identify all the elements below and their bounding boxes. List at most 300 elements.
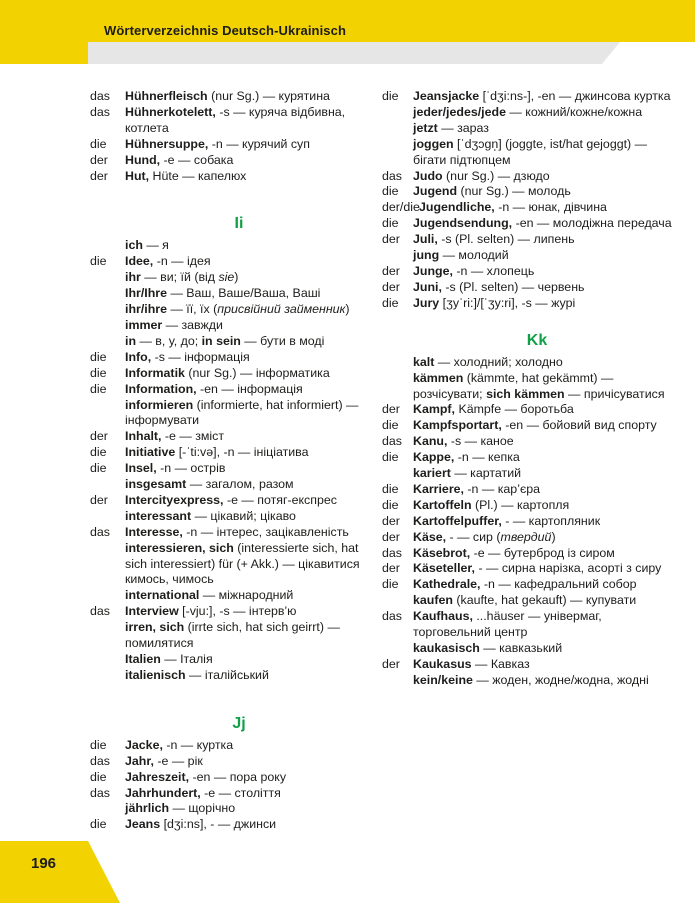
- definition: [413, 482, 672, 498]
- definition-text: (irrte sich, hat sich geirrt) — помилятися: [125, 620, 340, 651]
- article: die: [382, 577, 399, 592]
- headword: Inhalt,: [125, 429, 162, 444]
- dictionary-entry: [90, 398, 368, 430]
- definition-text: [-ˈti:və], -n — ініціатива: [175, 445, 309, 460]
- definition: [125, 366, 368, 382]
- article: das: [90, 785, 110, 800]
- definition: [125, 588, 368, 604]
- dictionary-entry: [382, 137, 672, 169]
- dictionary-entry: [382, 561, 672, 577]
- definition-text: -n — інтерес, зацікавленість: [182, 524, 349, 539]
- definition-text: -e — потяг-експрес: [223, 492, 337, 507]
- definition-text: (nur Sg.) — дзюдо: [442, 168, 550, 183]
- headword: international: [125, 588, 200, 603]
- definition: [125, 398, 368, 430]
- definition: [413, 418, 672, 434]
- definition: [125, 604, 368, 620]
- article: der: [382, 561, 400, 576]
- article: [382, 248, 413, 264]
- definition: [413, 371, 672, 403]
- headword: Jugendsendung,: [413, 216, 513, 231]
- section-j-right: [382, 89, 672, 312]
- headword: ihr: [125, 270, 141, 285]
- dictionary-entry: [382, 577, 672, 593]
- article: [90, 620, 125, 652]
- article: [382, 105, 413, 121]
- article: das: [382, 545, 402, 560]
- article: die: [90, 381, 107, 396]
- headword: Jeansjacke: [413, 89, 480, 103]
- dictionary-entry: [382, 121, 672, 137]
- definition: [125, 477, 368, 493]
- headword: Jugendliche,: [419, 200, 495, 215]
- headword: kein/keine: [413, 672, 473, 687]
- definition-text: Kämpfe — боротьба: [455, 402, 574, 417]
- dictionary-entry: [382, 673, 672, 689]
- definition: [125, 350, 368, 366]
- article: die: [382, 418, 399, 433]
- headword: Jahrhundert,: [125, 785, 201, 800]
- article: der: [382, 402, 400, 417]
- headword: jung: [413, 248, 440, 263]
- dictionary-entry: [90, 445, 368, 461]
- definition: [413, 434, 672, 450]
- definition-text: (nur Sg.) — інформатика: [184, 365, 330, 380]
- definition-text: -en — інформація: [196, 381, 303, 396]
- definition-text: — щорічно: [169, 801, 236, 816]
- definition-text: — в, у, до;: [136, 333, 202, 348]
- definition-text: -s (Pl. selten) — червень: [441, 279, 585, 294]
- definition-text: [ʒyˈri:]/[ˈʒy:ri], -s — журі: [439, 295, 576, 310]
- definition-text: (nur Sg.) — молодь: [457, 184, 571, 199]
- definition-text: — холодний; холодно: [434, 354, 563, 369]
- dictionary-entry: [90, 105, 368, 137]
- article: [90, 668, 125, 684]
- dictionary-entry: [382, 264, 672, 280]
- headword: kaukasisch: [413, 641, 480, 655]
- definition: [125, 137, 368, 153]
- dictionary-entry: [90, 509, 368, 525]
- definition: [125, 461, 368, 477]
- dictionary-entry: [90, 738, 368, 754]
- definition-text: (kaufte, hat gekauft) — купувати: [452, 593, 637, 608]
- dictionary-entry: [90, 89, 368, 105]
- definition-text: — картатий: [450, 466, 522, 481]
- definition-text: [dʒi:ns], - — джинси: [160, 817, 277, 832]
- dictionary-entry: [90, 366, 368, 382]
- definition-text: ): [551, 529, 556, 544]
- dictionary-entry: [382, 514, 672, 530]
- dictionary-entry: [382, 169, 672, 185]
- headword: sich kämmen: [486, 386, 565, 401]
- headword: interessant: [125, 508, 192, 523]
- definition-text: -s (Pl. selten) — липень: [437, 232, 575, 247]
- article: die: [90, 365, 107, 380]
- definition: [125, 493, 368, 509]
- article: der: [90, 168, 108, 183]
- headword: Hut,: [125, 168, 150, 183]
- definition-text: -e — бутерброд із сиром: [470, 545, 615, 560]
- definition: [413, 641, 672, 657]
- article: der: [382, 529, 400, 544]
- definition: [413, 657, 672, 673]
- article: [382, 121, 413, 137]
- definition: [125, 105, 368, 137]
- article: [90, 334, 125, 350]
- headword: Initiative: [125, 445, 176, 460]
- dictionary-entry: [382, 593, 672, 609]
- headword: immer: [125, 317, 163, 332]
- article: [90, 509, 125, 525]
- definition: [125, 318, 368, 334]
- definition: [125, 286, 368, 302]
- headword: Kanu,: [413, 434, 448, 449]
- definition-text: -e — століття: [200, 785, 281, 800]
- definition-text: — цікавий; цікаво: [191, 508, 296, 523]
- dictionary-entry: [382, 105, 672, 121]
- definition-text: — я: [142, 238, 169, 253]
- definition: [413, 466, 672, 482]
- definition-text: — Італія: [160, 652, 213, 666]
- definition-text: ): [345, 302, 350, 317]
- definition-text: (informierte, hat informiert) — інформувати: [125, 397, 359, 428]
- definition: [125, 429, 368, 445]
- article: [90, 270, 125, 286]
- headword: in sein: [201, 333, 241, 348]
- dictionary-entry: [382, 546, 672, 562]
- article: [90, 398, 125, 430]
- headword: kämmen: [413, 370, 464, 385]
- dictionary-entry: [90, 270, 368, 286]
- dictionary-entry: [90, 652, 368, 668]
- definition-text: -n — острів: [156, 461, 226, 476]
- definition: [413, 248, 672, 264]
- definition: [125, 620, 368, 652]
- definition: [125, 153, 368, 169]
- headword: insgesamt: [125, 477, 187, 492]
- page-number: 196: [31, 855, 57, 872]
- section-h-tail: [90, 89, 368, 184]
- headword: Hühnerkotelett,: [125, 104, 216, 119]
- definition-text: [ˈdʒɔɡn̩] (joggte, ist/hat gejoggt) — бігати підтюпцем: [413, 136, 648, 167]
- article: [90, 801, 125, 817]
- definition: [413, 609, 672, 641]
- definition: [413, 296, 672, 312]
- definition-text: ): [234, 270, 239, 285]
- dictionary-entry: [90, 153, 368, 169]
- page-corner-band: [0, 841, 120, 903]
- definition: [125, 668, 368, 684]
- headword: Jahreszeit,: [125, 769, 190, 784]
- definition-text: - — сир (: [446, 529, 501, 544]
- definition: [125, 817, 368, 833]
- definition: [413, 561, 672, 577]
- definition: [125, 270, 368, 286]
- dictionary-entry: [90, 350, 368, 366]
- definition: [413, 514, 672, 530]
- headword: Italien: [125, 652, 161, 666]
- dictionary-entry: [90, 334, 368, 350]
- headword: Intercityexpress,: [125, 492, 224, 507]
- headword: jeder/jedes/jede: [413, 104, 506, 119]
- headword: joggen: [413, 136, 454, 151]
- definition-text: — її, їх (: [167, 302, 218, 317]
- headword: Jugend: [413, 184, 458, 199]
- definition: [125, 445, 368, 461]
- dictionary-entry: [382, 200, 672, 216]
- dictionary-entry: [90, 493, 368, 509]
- definition-text: -n — хлопець: [452, 263, 535, 278]
- dictionary-entry: [90, 817, 368, 833]
- definition: [413, 530, 672, 546]
- dictionary-entry: [90, 137, 368, 153]
- definition: [413, 355, 672, 371]
- definition: [419, 200, 672, 216]
- article: der/die: [382, 200, 420, 215]
- article: der: [382, 263, 400, 278]
- definition: [125, 334, 368, 350]
- definition-text: - — картопляник: [501, 513, 601, 528]
- headword: Kampf,: [413, 402, 455, 417]
- dictionary-entry: [382, 498, 672, 514]
- definition-text: -n — кепка: [454, 450, 520, 465]
- definition: [413, 673, 672, 689]
- definition-text: -e — рік: [153, 753, 203, 768]
- headword: Kartoffeln: [413, 497, 472, 512]
- dictionary-entry: [382, 466, 672, 482]
- article: der: [382, 279, 400, 294]
- definition-text: -e — зміст: [161, 429, 225, 444]
- definition-text: - — сирна нарізка, асорті з сиру: [475, 561, 662, 576]
- headword: Jahr,: [125, 753, 154, 768]
- definition-text: — Ваш, Ваше/Ваша, Ваші: [167, 286, 321, 301]
- headword: kariert: [413, 466, 451, 481]
- definition: [413, 184, 672, 200]
- headword: Juni,: [413, 279, 442, 294]
- dictionary-entry: [382, 418, 672, 434]
- article: [382, 466, 413, 482]
- definition-text: -n — юнак, дівчина: [494, 200, 607, 215]
- definition-text: — кавказький: [479, 641, 563, 655]
- italic-note: твердий: [500, 529, 552, 544]
- definition-text: — бути в моді: [240, 333, 325, 348]
- definition-text: — жоден, жодне/жодна, жодні: [472, 672, 649, 687]
- definition-text: — причісуватися: [564, 386, 665, 401]
- article: die: [90, 737, 107, 752]
- headword: Käseteller,: [413, 561, 475, 576]
- headword: kalt: [413, 354, 435, 369]
- definition: [125, 738, 368, 754]
- article: das: [90, 89, 110, 103]
- headword: kaufen: [413, 593, 453, 608]
- dictionary-entry: [382, 232, 672, 248]
- article: das: [90, 604, 110, 619]
- definition-text: -en — пора року: [189, 769, 287, 784]
- article: das: [90, 104, 110, 119]
- headword: Interesse,: [125, 524, 183, 539]
- headword: Information,: [125, 381, 197, 396]
- article: die: [90, 445, 107, 460]
- headword: Idee,: [125, 254, 154, 269]
- definition: [413, 546, 672, 562]
- definition-text: -n — кафедральний собор: [480, 577, 637, 592]
- headword: ihr/ihre: [125, 302, 167, 317]
- article: die: [90, 769, 107, 784]
- article: [90, 318, 125, 334]
- article: die: [90, 461, 107, 476]
- article: [90, 302, 125, 318]
- dictionary-entry: [382, 89, 672, 105]
- headword: Interview: [125, 604, 179, 619]
- headword: interessieren, sich: [125, 540, 234, 555]
- section-k: [382, 355, 672, 689]
- headword: Kathedrale,: [413, 577, 481, 592]
- article: der: [382, 513, 400, 528]
- definition: [413, 216, 672, 232]
- headword: Karriere,: [413, 481, 464, 496]
- italic-note: sie: [218, 270, 235, 285]
- definition-text: — зараз: [437, 120, 489, 135]
- headword: Junge,: [413, 263, 453, 278]
- dictionary-entry: [382, 371, 672, 403]
- definition-text: Hüte — капелюх: [149, 168, 247, 183]
- definition-text: -s — каное: [447, 434, 514, 449]
- article: [90, 541, 125, 589]
- definition: [413, 593, 672, 609]
- article: die: [382, 216, 399, 231]
- article: das: [382, 609, 402, 624]
- article: die: [90, 349, 107, 364]
- definition: [413, 105, 672, 121]
- definition-text: — Кавказ: [471, 656, 530, 671]
- article: [90, 652, 125, 668]
- headword: Kaukasus: [413, 656, 472, 671]
- definition: [125, 652, 368, 668]
- definition-text: — кожний/кожне/кожна: [505, 104, 643, 119]
- definition-text: — загалом, разом: [186, 477, 294, 492]
- dictionary-entry: [90, 620, 368, 652]
- dictionary-entry: [382, 402, 672, 418]
- dictionary-entry: [90, 604, 368, 620]
- definition: [125, 801, 368, 817]
- definition: [125, 89, 368, 105]
- dictionary-entry: [382, 434, 672, 450]
- headword: Insel,: [125, 461, 157, 476]
- definition: [125, 169, 368, 185]
- definition: [125, 382, 368, 398]
- headword: Judo: [413, 168, 443, 183]
- definition-text: -n — кар’єра: [463, 481, 541, 496]
- headword: Ihr/Ihre: [125, 286, 167, 301]
- article: [90, 286, 125, 302]
- headword: Hund,: [125, 152, 161, 167]
- headword: in: [125, 333, 137, 348]
- dictionary-entry: [90, 302, 368, 318]
- definition-text: (kämmte, hat gekämmt) — розчісувати;: [413, 370, 614, 401]
- definition: [413, 402, 672, 418]
- headword: jährlich: [125, 801, 170, 816]
- headword: Hühnersuppe,: [125, 136, 209, 151]
- article: die: [382, 89, 399, 103]
- article: die: [382, 481, 399, 496]
- headword: italienisch: [125, 667, 186, 682]
- dictionary-entry: [90, 461, 368, 477]
- dictionary-entry: [382, 482, 672, 498]
- article: das: [90, 753, 110, 768]
- section-letter-i: Ii: [234, 215, 244, 233]
- left-column: [90, 89, 368, 833]
- definition-text: -en — молодіжна передача: [512, 216, 672, 231]
- definition-text: — італійський: [185, 667, 269, 682]
- article: [90, 477, 125, 493]
- dictionary-entry: [90, 588, 368, 604]
- definition: [413, 121, 672, 137]
- dictionary-entry: [382, 641, 672, 657]
- definition-text: [ˈdʒi:ns-], -en — джинсова куртка: [479, 89, 671, 103]
- dictionary-entry: [382, 609, 672, 641]
- dictionary-entry: [90, 541, 368, 589]
- article: [382, 593, 413, 609]
- headword: Juli,: [413, 232, 438, 247]
- headword: ich: [125, 238, 143, 253]
- definition: [125, 786, 368, 802]
- definition-text: -s — куряча відбивна, котлета: [125, 104, 346, 135]
- definition-text: -n — куртка: [162, 737, 234, 752]
- definition: [413, 577, 672, 593]
- definition: [125, 754, 368, 770]
- dictionary-entry: [90, 477, 368, 493]
- definition: [413, 169, 672, 185]
- definition: [413, 89, 672, 105]
- definition-text: (nur Sg.) — курятина: [207, 89, 330, 103]
- headword: Jury: [413, 295, 440, 310]
- dictionary-entry: [90, 238, 368, 254]
- section-j-left: [90, 738, 368, 833]
- article: die: [382, 295, 399, 310]
- definition: [125, 541, 368, 589]
- dictionary-entry: [90, 382, 368, 398]
- dictionary-entry: [90, 525, 368, 541]
- definition-text: [-vju:], -s — інтерв’ю: [178, 604, 297, 619]
- dictionary-entry: [90, 801, 368, 817]
- article: [382, 137, 413, 169]
- definition-text: (interessierte sich, hat sich interessiert) für (+ Akk.) — цікавитися кимось, чимось: [125, 540, 360, 587]
- headword: Jacke,: [125, 737, 163, 752]
- definition-text: -s — інформація: [151, 349, 250, 364]
- dictionary-entry: [90, 169, 368, 185]
- article: die: [90, 136, 107, 151]
- definition: [125, 238, 368, 254]
- right-column: [382, 89, 672, 689]
- definition: [125, 302, 368, 318]
- article: das: [382, 168, 402, 183]
- definition: [125, 254, 368, 270]
- definition: [413, 280, 672, 296]
- dictionary-entry: [90, 668, 368, 684]
- definition-text: — молодий: [439, 248, 509, 263]
- italic-note: присвійний займенник: [217, 302, 346, 317]
- dictionary-entry: [90, 318, 368, 334]
- definition: [413, 450, 672, 466]
- headword: Jeans: [125, 817, 161, 832]
- article: die: [382, 184, 399, 199]
- definition: [413, 232, 672, 248]
- article: der: [90, 152, 108, 167]
- article: der: [90, 492, 108, 507]
- article: der: [382, 656, 400, 671]
- headword: jetzt: [413, 120, 438, 135]
- article: die: [382, 450, 399, 465]
